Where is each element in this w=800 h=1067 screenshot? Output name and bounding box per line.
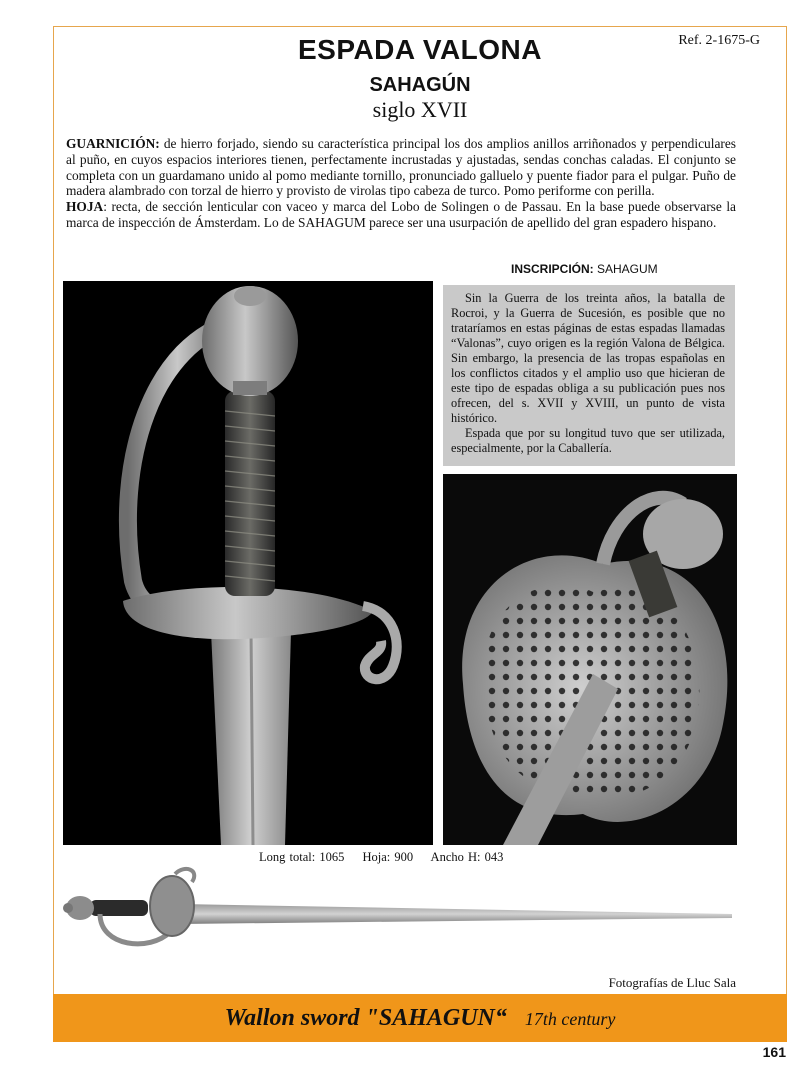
photo-credit: Fotografías de Lluc Sala xyxy=(608,975,736,990)
note-paragraph-2: Espada que por su longitud tuvo que ser utilizada, especialmente, por la Caballería. xyxy=(451,426,725,455)
blade-width: Ancho H: 043 xyxy=(430,850,504,864)
hilt-photo xyxy=(63,281,433,845)
length-total: Long total: 1065 xyxy=(259,850,345,864)
reference-number: Ref. 2-1675-G xyxy=(678,33,760,48)
english-title-banner xyxy=(53,994,787,1042)
guarnicion-paragraph xyxy=(66,136,736,199)
note-paragraph-1: Sin la Guerra de los treinta años, la batalla de Rocroi, y la Guerra de Sucesión, es posible que no trataríamos en estas páginas de estas espadas llamadas “Valonas”, cuyo origen es la región Valona de Bélgica. Sin embargo, la presencia de las tropas españolas en los conflictos citados y el amplio uso que hicieran de este tipo de espadas obliga a su publicación pues nos ofrecen, del s. XVII y XVIII, un punto de vista histórico. xyxy=(451,291,725,425)
full-sword-photo xyxy=(60,862,740,962)
hoja-text: : recta, de sección lenticular con vaceo y marca del Lobo de Solingen o de Passau. En la base puede observarse la marca de inspección de Ámsterdam. Lo de SAHAGUM parece ser una usurpación de apellido del gran espadero hispano. xyxy=(66,199,736,230)
shell-guard-photo xyxy=(443,474,737,845)
page-subtitle: SAHAGÚN xyxy=(369,74,471,96)
hoja-label: HOJA xyxy=(66,199,104,215)
shell-guard-illustration xyxy=(443,474,737,845)
guarnicion-text: de hierro forjado, siendo su característica principal los dos amplios anillos arriñonados y perpendiculares al puño, en cuyos espacios interiores tienen, perfectamente incrustadas y ajustadas, sendas conchas caladas. El conjunto se completa con un guardamano unido al pomo mediante tornillo, pronunciado galluelo y puente fiador para el pulgar. Puño de madera alambrado con torzal de hierro y provisto de virolas tipo cabeza de turco. Pomo periforme con perilla. xyxy=(66,136,736,199)
inscription-value: SAHAGUM xyxy=(593,262,658,276)
inscription xyxy=(511,262,658,276)
page-title: ESPADA VALONA xyxy=(298,34,542,65)
hoja-paragraph xyxy=(66,199,736,231)
historical-note xyxy=(443,285,735,466)
english-century: 17th century xyxy=(524,1009,616,1029)
english-title: Wallon sword "SAHAGUN“ xyxy=(224,1005,507,1031)
century-label: siglo XVII xyxy=(372,97,468,122)
description-text xyxy=(66,136,736,231)
hilt-illustration xyxy=(63,281,433,845)
guarnicion-label: GUARNICIÓN: xyxy=(66,136,160,151)
page-number: 161 xyxy=(762,1044,786,1060)
inscription-label: INSCRIPCIÓN: xyxy=(511,262,594,276)
blade-length: Hoja: 900 xyxy=(362,850,414,864)
